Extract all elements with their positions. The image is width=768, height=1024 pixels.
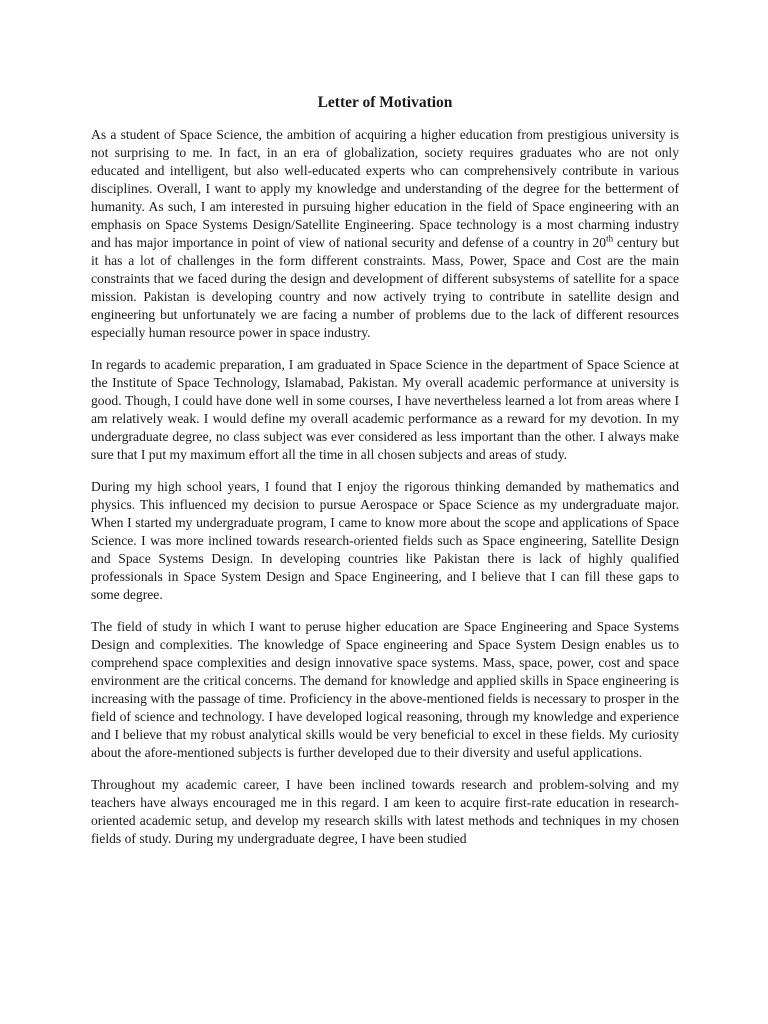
paragraph-1	[91, 126, 679, 342]
paragraph-1-text-b: century but it has a lot of challenges in the form different constraints. Mass, Power, Space and Cost are the main constraints that we faced during the design and development of different subsystems of satellite for a space mission. Pakistan is developing country and now actively trying to contribute in satellite design and engineering but unfortunately we are facing a number of problems due to the lack of different resources especially human resource power in space industry.	[91, 235, 679, 340]
document-body	[91, 92, 679, 862]
paragraph-4: The field of study in which I want to peruse higher education are Space Engineering and Space Systems Design and complexities. The knowledge of Space engineering and Space System Design enables us to comprehend space complexities and design innovative space systems. Mass, space, power, cost and space environment are the critical concerns. The demand for knowledge and applied skills in Space engineering is increasing with the passage of time. Proficiency in the above-mentioned fields is necessary to prosper in the field of science and technology. I have developed logical reasoning, through my knowledge and experience and I believe that my robust analytical skills would be very beneficial to excel in these fields. My curiosity about the afore-mentioned subjects is further developed due to their diversity and useful applications.	[91, 619, 679, 760]
paragraph-2: In regards to academic preparation, I am graduated in Space Science in the department of Space Science at the Institute of Space Technology, Islamabad, Pakistan. My overall academic performance at university is good. Though, I could have done well in some courses, I have nevertheless learned a lot from areas where I am relatively weak. I would define my overall academic performance as a reward for my devotion. In my undergraduate degree, no class subject was ever considered as less important than the other. I always make sure that I put my maximum effort all the time in all chosen subjects and areas of study.	[91, 357, 679, 462]
paragraph-3: During my high school years, I found that I enjoy the rigorous thinking demanded by mathematics and physics. This influenced my decision to pursue Aerospace or Space Science as my undergraduate major. When I started my undergraduate program, I came to know more about the scope and applications of Space Science. I was more inclined towards research-oriented fields such as Space engineering, Satellite Design and Space Systems Design. In developing countries like Pakistan there is lack of highly qualified professionals in Space System Design and Space Engineering, and I believe that I can fill these gaps to some degree.	[91, 479, 679, 602]
paragraph-5: Throughout my academic career, I have been inclined towards research and problem-solving and my teachers have always encouraged me in this regard. I am keen to acquire first-rate education in research-oriented academic setup, and develop my research skills with latest methods and techniques in my chosen fields of study. During my undergraduate degree, I have been studied	[91, 777, 679, 846]
ordinal-superscript: th	[606, 233, 614, 244]
document-title: Letter of Motivation	[317, 94, 453, 111]
paragraph-1-text-a: As a student of Space Science, the ambition of acquiring a higher education from prestigious university is not surprising to me. In fact, in an era of globalization, society requires graduates who are not only educated and intelligent, but also well-educated experts who can comprehensively contribute in various disciplines. Overall, I want to apply my knowledge and understanding of the degree for the betterment of humanity. As such, I am interested in pursuing higher education in the field of Space engineering with an emphasis on Space Systems Design/Satellite Engineering. Space technology is a most charming industry and has major importance in point of view of national security and defense of a country in 20	[91, 127, 679, 250]
